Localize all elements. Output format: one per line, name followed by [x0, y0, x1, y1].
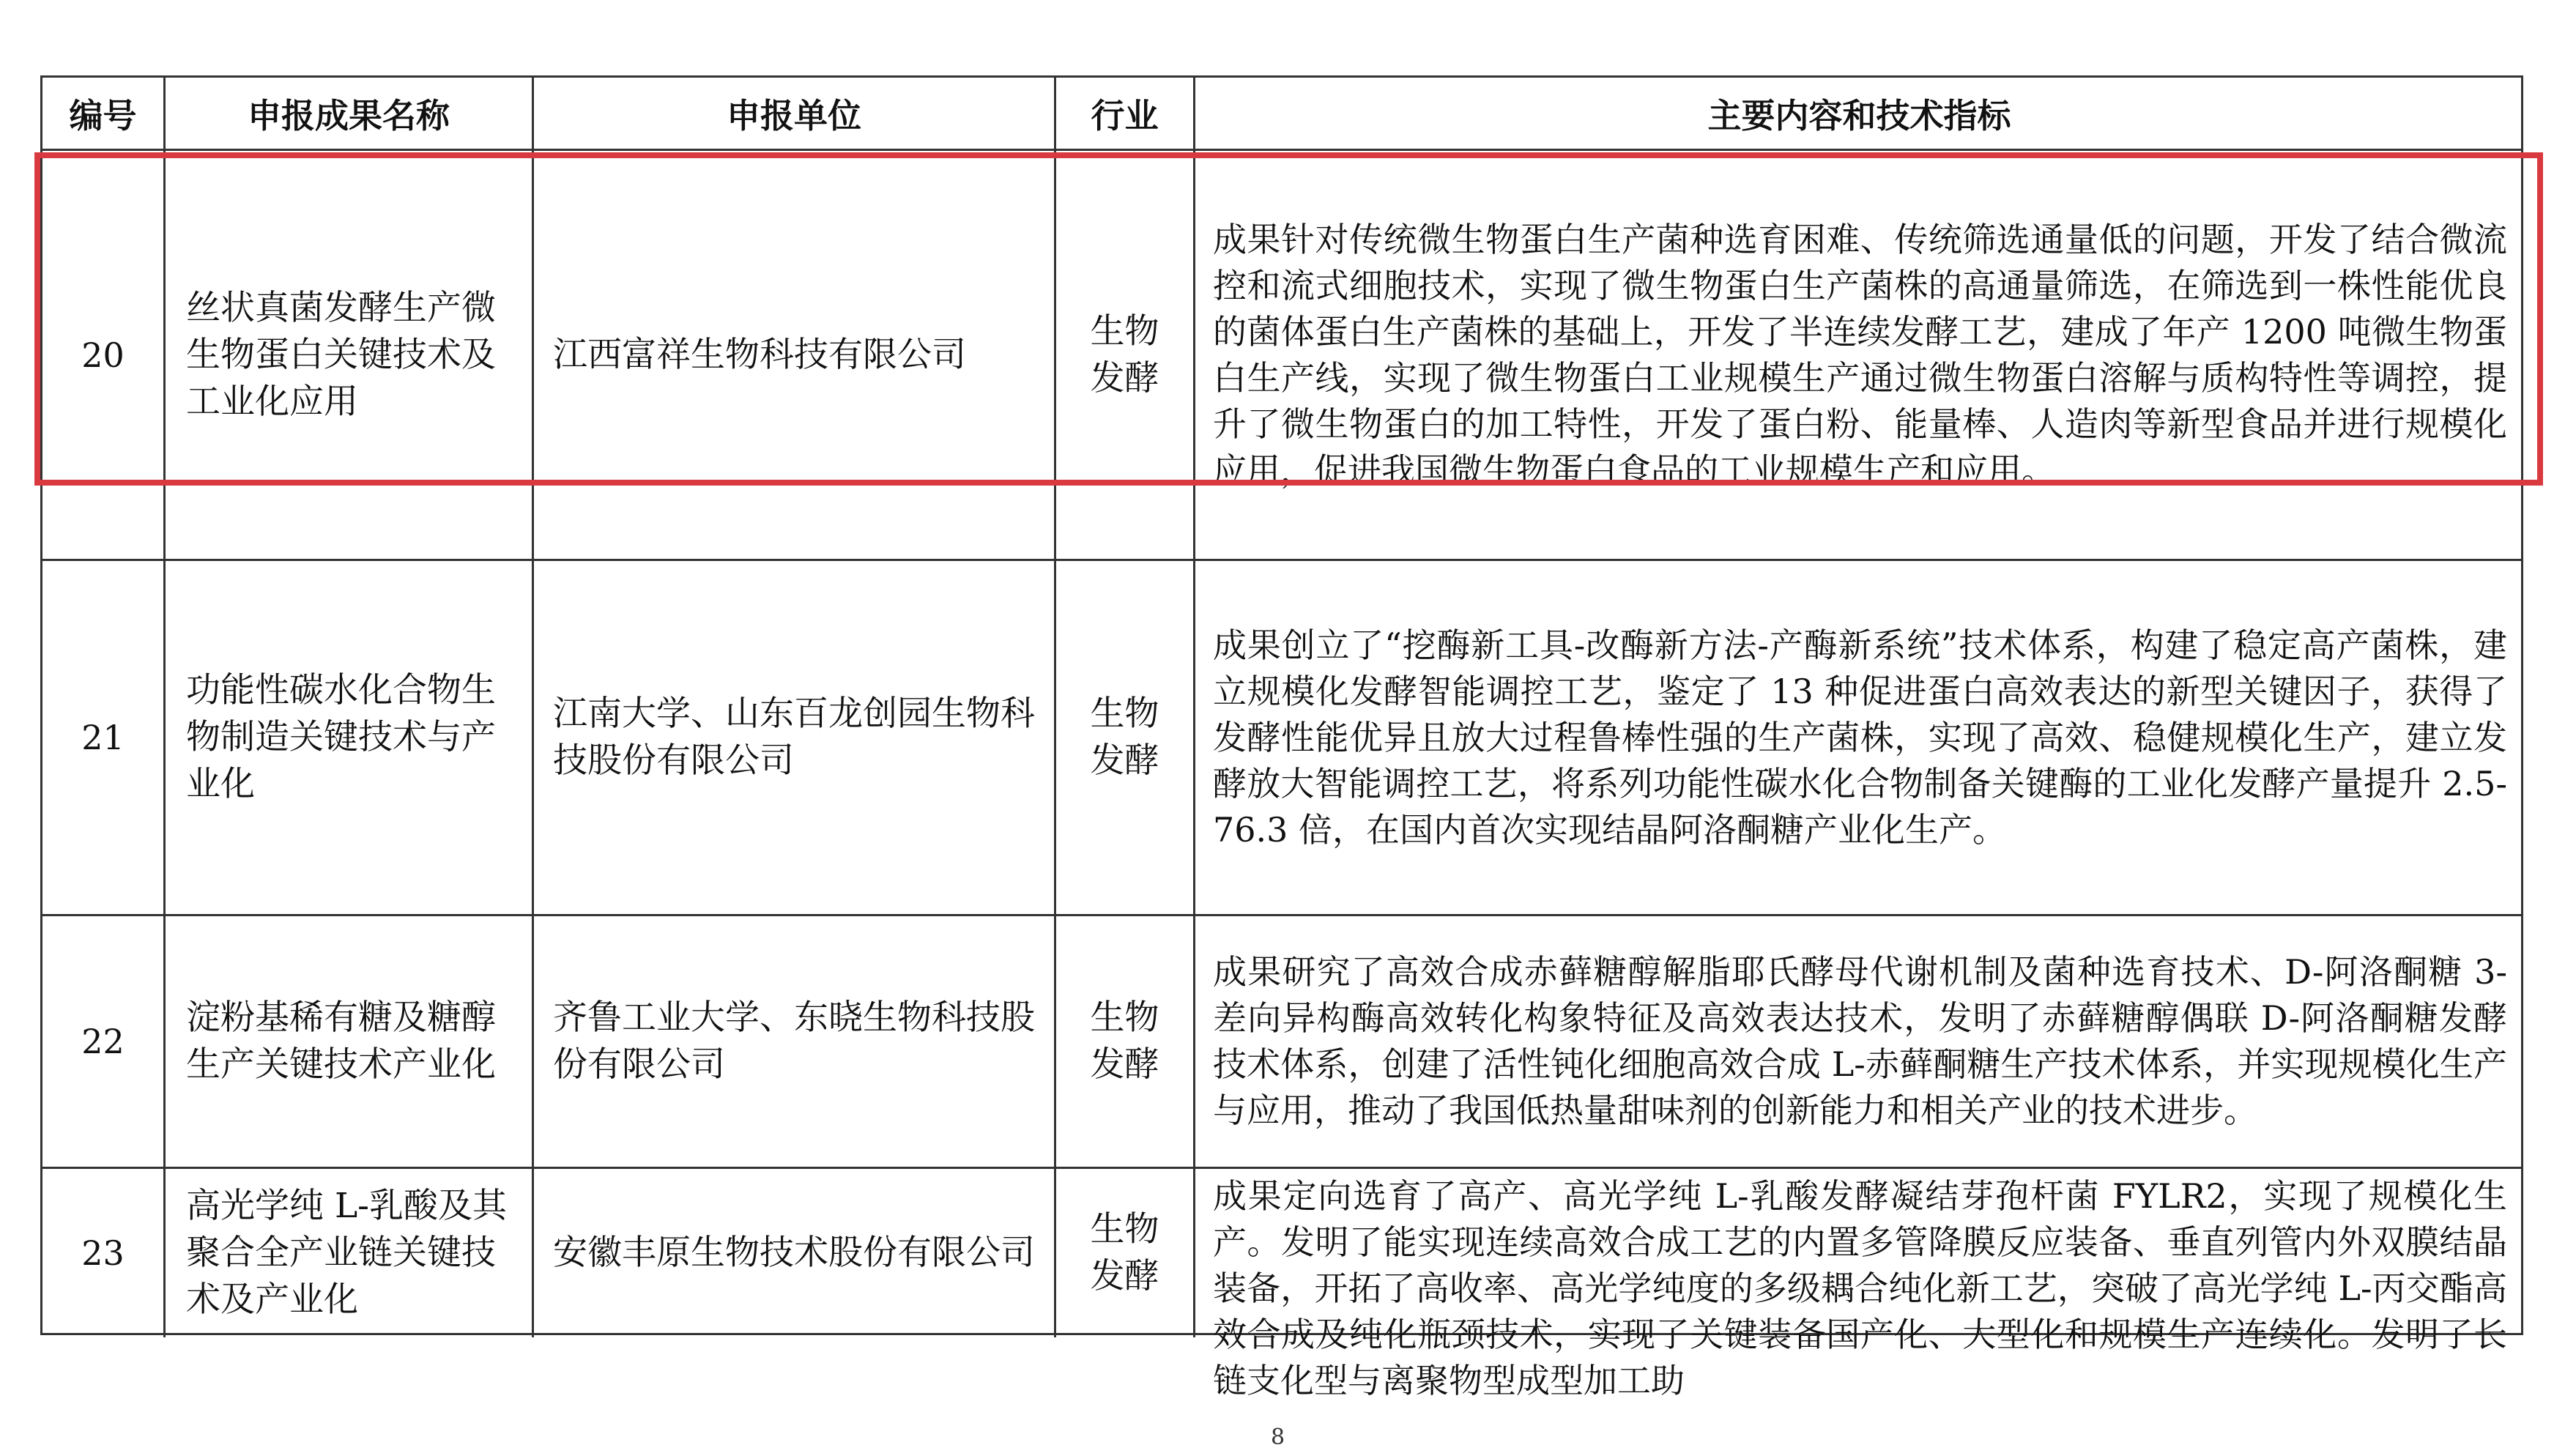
row-number: 22 [81, 1022, 125, 1061]
page-number: 8 [1271, 1425, 1285, 1450]
achievement-name: 淀粉基稀有糖及糖醇生产关键技术产业化 [186, 998, 496, 1085]
table-row [42, 916, 2521, 1169]
achievement-name: 高光学纯 L-乳酸及其聚合全产业链关键技术及产业化 [186, 1186, 508, 1320]
header-content: 主要内容和技术指标 [1707, 95, 2011, 135]
industry: 生物发酵 [1090, 694, 1159, 781]
content-description: 成果定向选育了高产、高光学纯 L-乳酸发酵凝结芽孢杆菌 FYLR2，实现了规模化生产。发明了能实现连续高效合成工艺的内置多管降膜反应装备、垂直列管内外双膜结晶装备，开拓了高收率、高光学纯度的多级耦合纯化新工艺，突破了高光学纯 L-丙交酯高效合成及纯化瓶颈技术，实现了关键装备国产化、大型化和规模生产连续化。发明了长链支化型与离聚物型成型加工助 [1213, 1176, 2507, 1400]
applicant-unit: 安徽丰原生物技术股份有限公司 [553, 1233, 1035, 1273]
header-unit: 申报单位 [534, 78, 1056, 149]
content-description: 成果创立了“挖酶新工具-改酶新方法-产酶新系统”技术体系，构建了稳定高产菌株，建立规模化发酵智能调控工艺，鉴定了 13 种促进蛋白高效表达的新型关键因子，获得了发酵性能优异且放大过程鲁棒性强的生产菌株，实现了高效、稳健规模化生产，建立发酵放大智能调控工艺，将系列功能性碳水化合物制备关键酶的工业化发酵产量提升 2.5-76.3 倍，在国内首次实现结晶阿洛酮糖产业化生产。 [1213, 625, 2507, 850]
applicant-unit: 江南大学、山东百龙创园生物科技股份有限公司 [553, 694, 1035, 781]
row-number: 23 [81, 1233, 125, 1273]
achievement-name: 丝状真菌发酵生产微生物蛋白关键技术及工业化应用 [186, 287, 496, 422]
table-header-row [42, 78, 2521, 151]
applicant-unit: 江西富祥生物科技有限公司 [553, 334, 966, 375]
achievements-table [40, 75, 2523, 1400]
applicant-unit: 齐鲁工业大学、东晓生物科技股份有限公司 [553, 998, 1035, 1085]
header-name: 申报成果名称 [166, 78, 534, 149]
achievement-name: 功能性碳水化合物生物制造关键技术与产业化 [186, 670, 496, 804]
row-number: 21 [81, 718, 125, 757]
header-industry: 行业 [1056, 78, 1195, 149]
table-row [42, 561, 2521, 916]
content-description: 成果针对传统微生物蛋白生产菌种选育困难、传统筛选通量低的问题，开发了结合微流控和流式细胞技术，实现了微生物蛋白生产菌株的高通量筛选，在筛选到一株性能优良的菌体蛋白生产菌株的基础上，开发了半连续发酵工艺，建成了年产 1200 吨微生物蛋白生产线，实现了微生物蛋白工业规模生产通过微生物蛋白溶解与质构特性等调控，提升了微生物蛋白的加工特性，开发了蛋白粉、能量棒、人造肉等新型食品并进行规模化应用，促进我国微生物蛋白食品的工业规模生产和应用。 [1213, 219, 2507, 490]
industry: 生物发酵 [1090, 1209, 1159, 1296]
header-number: 编号 [42, 78, 166, 149]
table-row [42, 151, 2521, 561]
industry: 生物发酵 [1090, 998, 1159, 1085]
industry: 生物发酵 [1090, 311, 1159, 398]
row-number: 20 [81, 335, 125, 375]
content-description: 成果研究了高效合成赤藓糖醇解脂耶氏酵母代谢机制及菌种选育技术、D-阿洛酮糖 3-差向异构酶高效转化构象特征及高效表达技术，发明了赤藓糖醇偶联 D-阿洛酮糖发酵技术体系，创建了活性钝化细胞高效合成 L-赤藓酮糖生产技术体系，并实现规模化生产与应用，推动了我国低热量甜味剂的创新能力和相关产业的技术进步。 [1213, 952, 2507, 1130]
table-row [42, 1169, 2521, 1400]
